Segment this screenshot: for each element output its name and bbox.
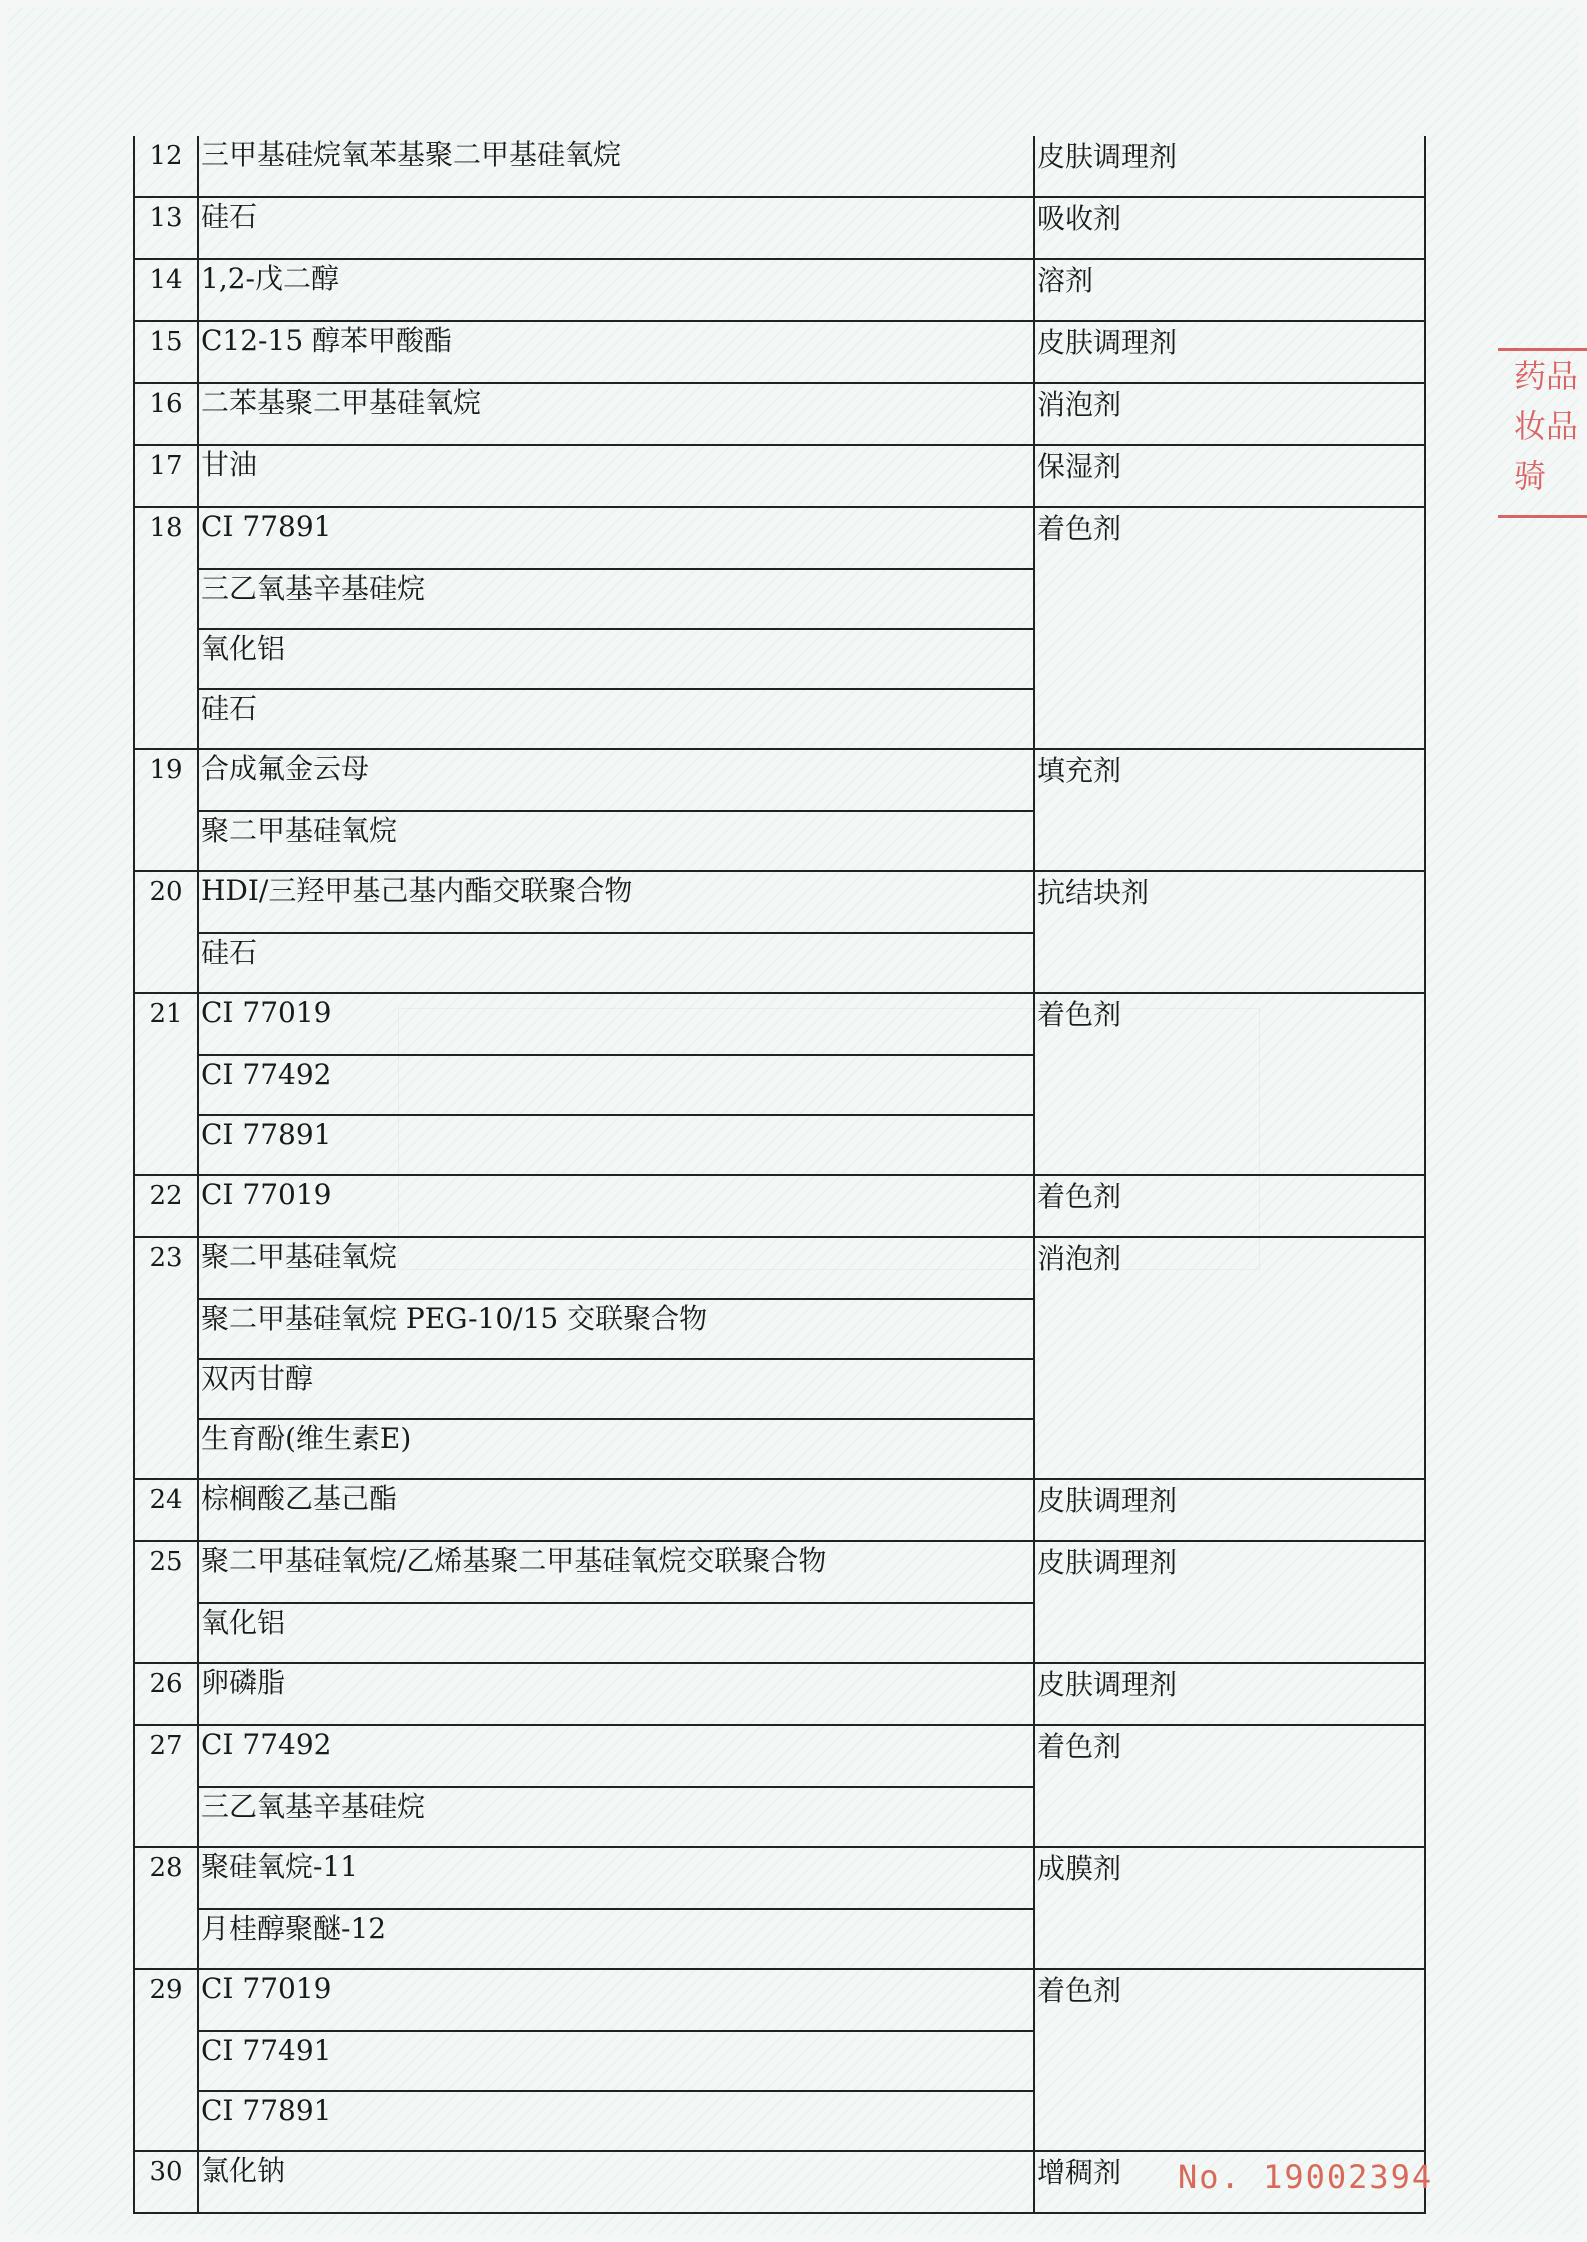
ingredient-function: 着色剂: [1037, 998, 1122, 1031]
ingredient-table: [133, 136, 1426, 2214]
ingredient-name: 三甲基硅烷氧苯基聚二甲基硅氧烷: [201, 138, 622, 171]
ingredient-function: 抗结块剂: [1037, 876, 1150, 909]
ingredient-function: 着色剂: [1037, 512, 1122, 545]
table-row: [135, 258, 1424, 320]
ingredient-list: [199, 508, 1035, 748]
row-number: 20: [135, 872, 199, 992]
ingredient-name: 月桂醇聚醚-12: [199, 1908, 1033, 1968]
table-row: [135, 1724, 1424, 1846]
row-number: 18: [135, 508, 199, 748]
ingredient-name: 聚二甲基硅氧烷/乙烯基聚二甲基硅氧烷交联聚合物: [201, 1544, 827, 1577]
document-page: [8, 8, 1579, 2234]
table-row: [135, 1540, 1424, 1662]
row-number: 21: [135, 994, 199, 1174]
table-row: [135, 1968, 1424, 2150]
row-number: 12: [135, 136, 199, 196]
ingredient-name: 三乙氧基辛基硅烷: [199, 568, 1033, 628]
ingredient-list: [199, 1970, 1035, 2150]
ingredient-name: 双丙甘醇: [199, 1358, 1033, 1418]
ingredient-list: [199, 1480, 1035, 1540]
ingredient-name: 三乙氧基辛基硅烷: [199, 1786, 1033, 1846]
ingredient-name: 甘油: [201, 448, 258, 481]
ingredient-list: [199, 1238, 1035, 1478]
row-number: 15: [135, 322, 199, 382]
ingredient-function: 填充剂: [1037, 754, 1122, 787]
ingredient-name: 硅石: [201, 200, 258, 233]
ingredient-name: 二苯基聚二甲基硅氧烷: [201, 386, 482, 419]
table-row: [135, 1174, 1424, 1236]
table-row: [135, 1236, 1424, 1478]
ingredient-function: 皮肤调理剂: [1037, 1546, 1178, 1579]
ingredient-name: 聚二甲基硅氧烷: [201, 1240, 398, 1273]
ingredient-list: [199, 1664, 1035, 1724]
ingredient-function: 着色剂: [1037, 1974, 1122, 2007]
row-number: 17: [135, 446, 199, 506]
ingredient-name: CI 77019: [201, 1178, 332, 1211]
ingredient-function: 消泡剂: [1037, 388, 1122, 421]
seal-stamp-fragment: [1498, 348, 1587, 518]
table-row: [135, 1662, 1424, 1724]
ingredient-function: 着色剂: [1037, 1730, 1122, 1763]
ingredient-list: [199, 260, 1035, 320]
ingredient-function: 溶剂: [1037, 264, 1094, 297]
ingredient-function: 皮肤调理剂: [1037, 140, 1178, 173]
ingredient-name: CI 77891: [199, 1114, 1033, 1174]
ingredient-list: [199, 1176, 1035, 1236]
table-row: [135, 320, 1424, 382]
row-number: 19: [135, 750, 199, 870]
row-number: 27: [135, 1726, 199, 1846]
ingredient-list: [199, 1726, 1035, 1846]
table-row: [135, 1846, 1424, 1968]
row-number: 16: [135, 384, 199, 444]
ingredient-name: 生育酚(维生素E): [199, 1418, 1033, 1478]
ingredient-list: [199, 994, 1035, 1174]
ingredient-name: 氧化铝: [199, 1602, 1033, 1662]
stamp-line: 骑: [1514, 457, 1547, 495]
row-number: 24: [135, 1480, 199, 1540]
ingredient-function: 皮肤调理剂: [1037, 326, 1178, 359]
table-row: [135, 506, 1424, 748]
ingredient-name: 合成氟金云母: [201, 752, 370, 785]
ingredient-function: 增稠剂: [1037, 2156, 1122, 2189]
ingredient-name: 硅石: [199, 688, 1033, 748]
table-row: [135, 196, 1424, 258]
ingredient-list: [199, 1848, 1035, 1968]
ingredient-list: [199, 384, 1035, 444]
ingredient-name: 棕榈酸乙基己酯: [201, 1482, 398, 1515]
row-number: 14: [135, 260, 199, 320]
row-number: 26: [135, 1664, 199, 1724]
row-number: 29: [135, 1970, 199, 2150]
ingredient-name: 聚硅氧烷-11: [201, 1850, 359, 1883]
ingredient-name: 氧化铝: [199, 628, 1033, 688]
ingredient-list: [199, 136, 1035, 196]
ingredient-list: [199, 1542, 1035, 1662]
ingredient-function: 皮肤调理剂: [1037, 1668, 1178, 1701]
ingredient-function: 消泡剂: [1037, 1242, 1122, 1275]
ingredient-name: CI 77019: [201, 1972, 332, 2005]
table-row: [135, 382, 1424, 444]
ingredient-function: 皮肤调理剂: [1037, 1484, 1178, 1517]
ingredient-list: [199, 872, 1035, 992]
serial-number: No. 19002394: [1178, 2158, 1434, 2196]
row-number: 30: [135, 2152, 199, 2212]
ingredient-name: CI 77492: [199, 1054, 1033, 1114]
stamp-line: 妆品: [1514, 407, 1579, 445]
row-number: 25: [135, 1542, 199, 1662]
ingredient-name: C12-15 醇苯甲酸酯: [201, 324, 453, 357]
ingredient-name: 卵磷脂: [201, 1666, 286, 1699]
ingredient-list: [199, 198, 1035, 258]
ingredient-list: [199, 750, 1035, 870]
stamp-line: 药品: [1514, 357, 1579, 395]
table-row: [135, 444, 1424, 506]
ingredient-function: 吸收剂: [1037, 202, 1122, 235]
ingredient-list: [199, 2152, 1035, 2212]
ingredient-name: CI 77492: [201, 1728, 332, 1761]
ingredient-name: CI 77019: [201, 996, 332, 1029]
table-row: [135, 992, 1424, 1174]
ingredient-name: CI 77891: [199, 2090, 1033, 2150]
row-number: 28: [135, 1848, 199, 1968]
ingredient-list: [199, 446, 1035, 506]
ingredient-name: CI 77891: [201, 510, 332, 543]
ingredient-function: 成膜剂: [1037, 1852, 1122, 1885]
table-row: [135, 136, 1424, 196]
row-number: 23: [135, 1238, 199, 1478]
table-row: [135, 748, 1424, 870]
ingredient-name: HDI/三羟甲基己基内酯交联聚合物: [201, 874, 633, 907]
ingredient-name: 1,2-戊二醇: [201, 262, 339, 295]
ingredient-list: [199, 322, 1035, 382]
table-row: [135, 1478, 1424, 1540]
ingredient-name: 氯化钠: [201, 2154, 286, 2187]
row-number: 13: [135, 198, 199, 258]
ingredient-function: 着色剂: [1037, 1180, 1122, 1213]
ingredient-name: CI 77491: [199, 2030, 1033, 2090]
ingredient-name: 硅石: [199, 932, 1033, 992]
ingredient-function: 保湿剂: [1037, 450, 1122, 483]
row-number: 22: [135, 1176, 199, 1236]
table-row: [135, 870, 1424, 992]
ingredient-name: 聚二甲基硅氧烷 PEG-10/15 交联聚合物: [199, 1298, 1033, 1358]
ingredient-name: 聚二甲基硅氧烷: [199, 810, 1033, 870]
